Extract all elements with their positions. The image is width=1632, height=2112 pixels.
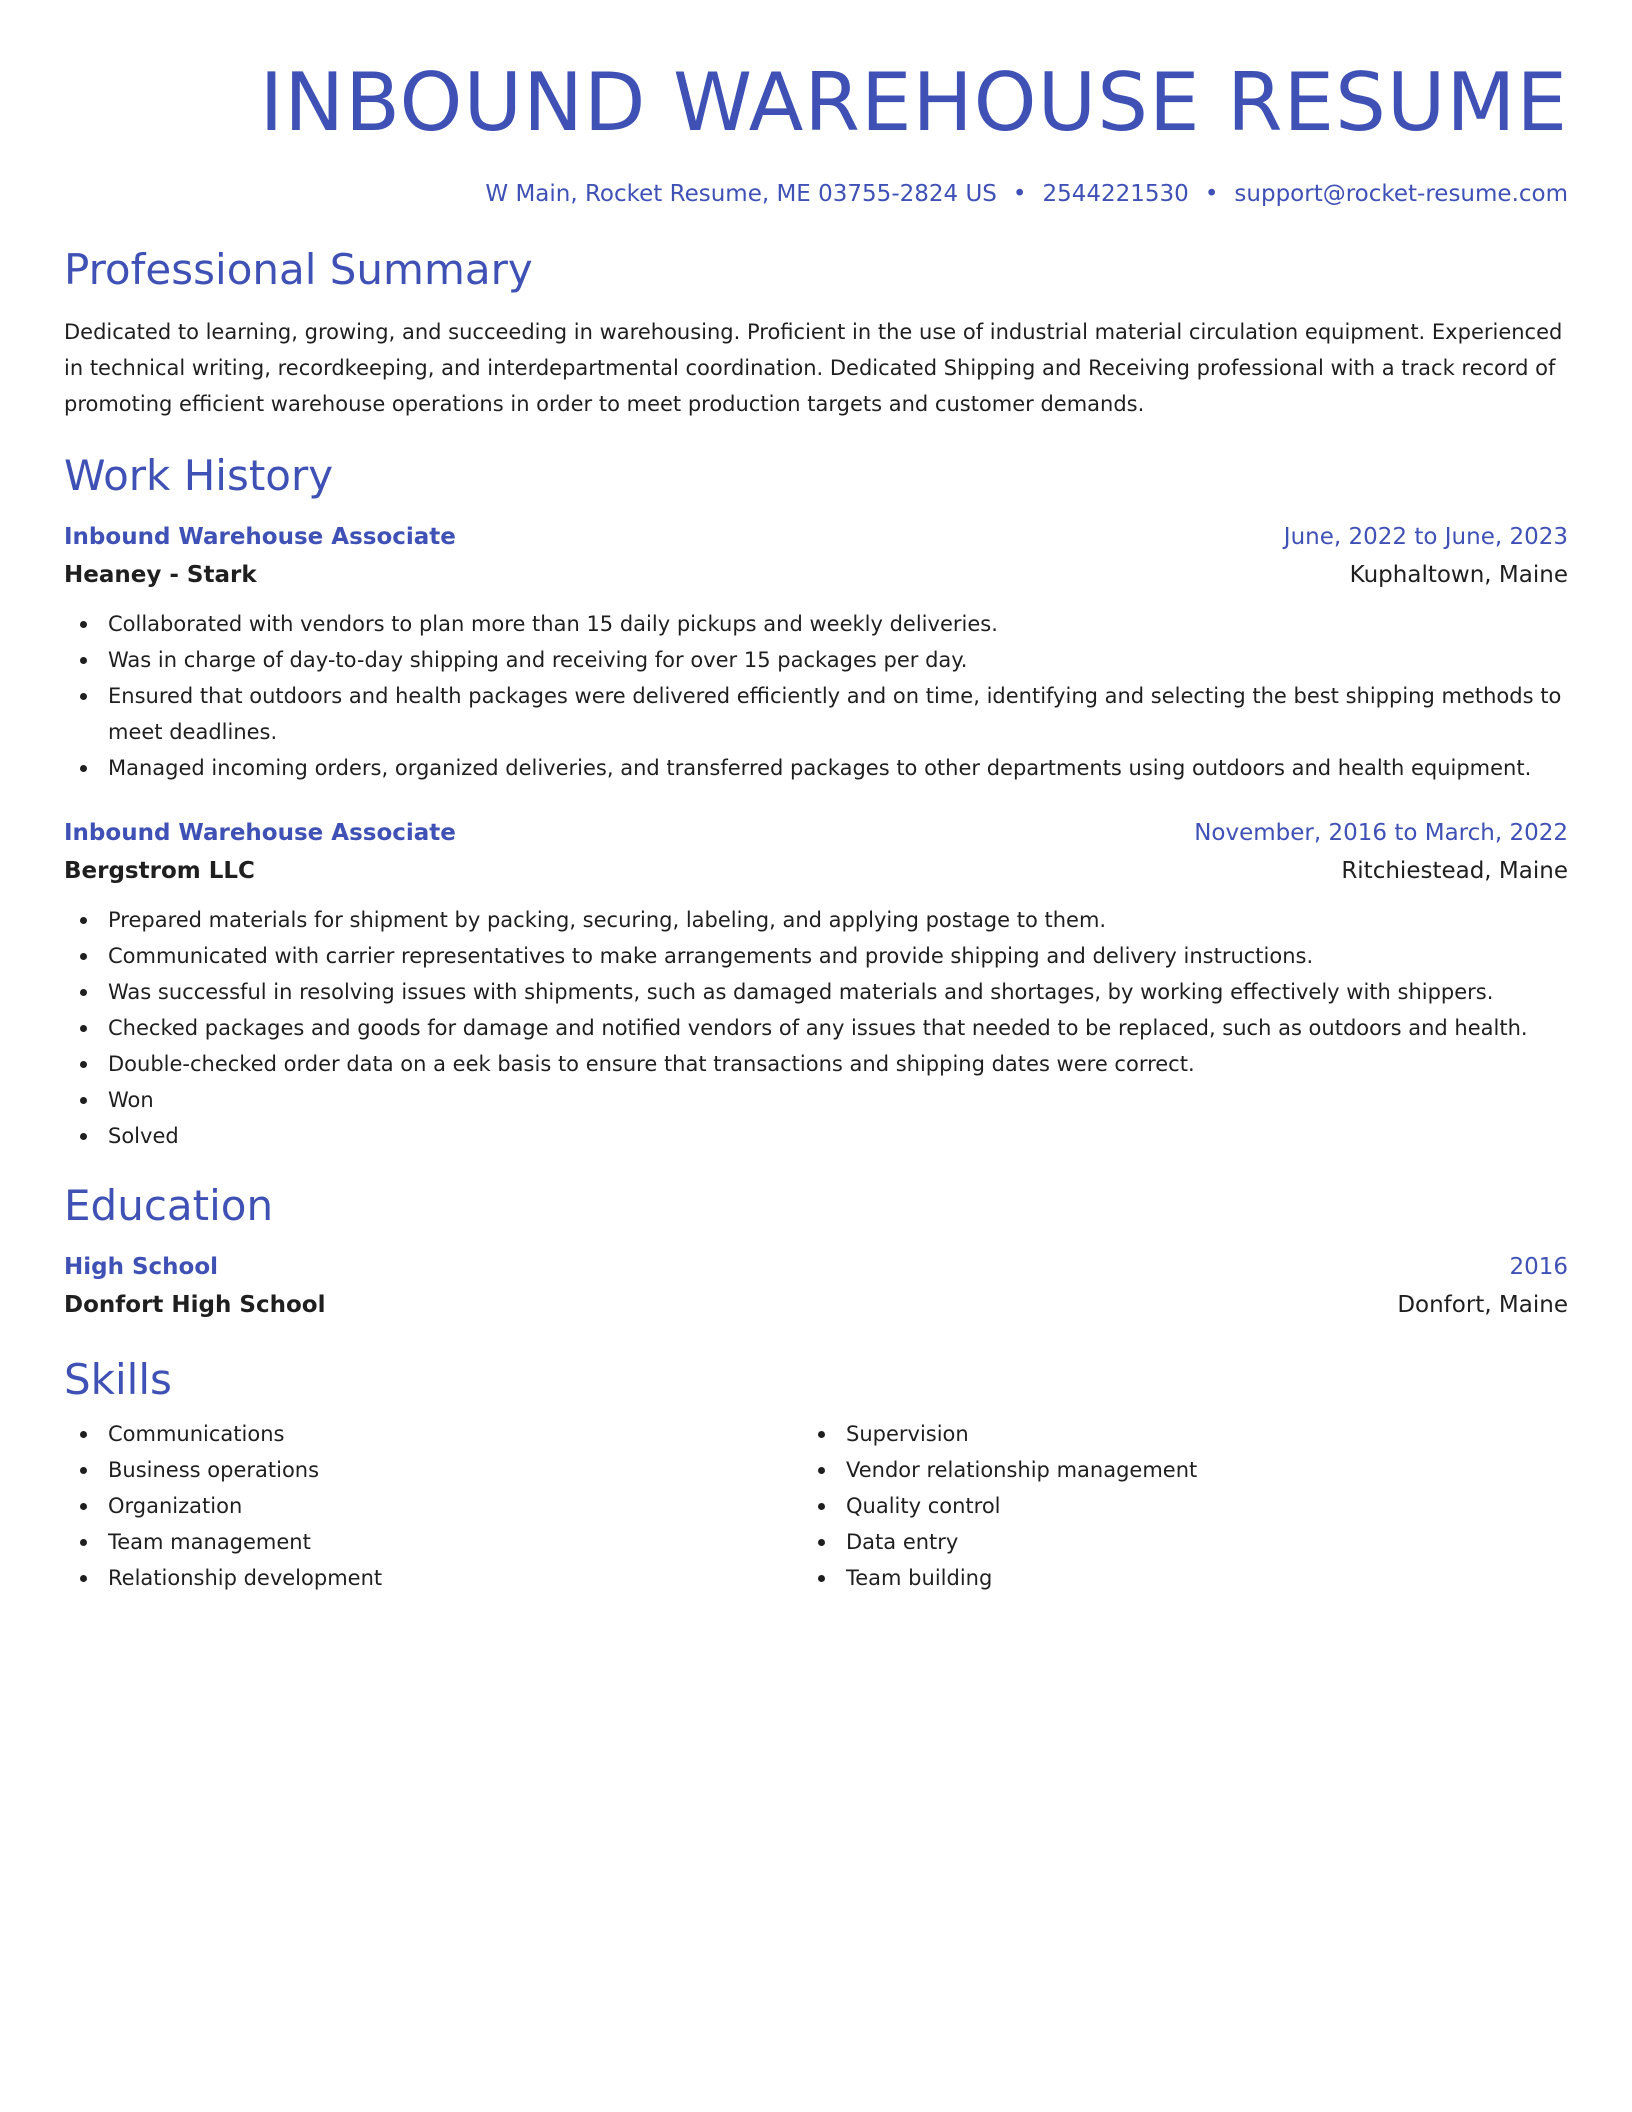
company-name: Heaney - Stark [64,562,257,588]
skill-item: Business operations [64,1452,802,1488]
list-item: Was successful in resolving issues with shipments, such as damaged materials and shortages, by working effectively with shippers. [64,974,1568,1010]
list-item: Won [64,1082,1568,1118]
skills-list [802,1416,1540,1596]
job-dates: November, 2016 to March, 2022 [1194,820,1568,846]
list-item: Ensured that outdoors and health packages were delivered efficiently and on time, identifying and selecting the best shipping methods to meet deadlines. [64,678,1568,750]
skill-item: Team building [802,1560,1540,1596]
education-year: 2016 [1509,1254,1568,1280]
education-entry [64,1248,1568,1324]
skill-item: Communications [64,1416,802,1452]
contact-phone: 2544221530 [1042,181,1189,207]
list-item: Solved [64,1118,1568,1154]
contact-email[interactable]: support@rocket-resume.com [1234,181,1568,207]
work-entry-subheader [64,852,1568,890]
contact-separator: • [1012,181,1027,207]
list-item: Checked packages and goods for damage and notified vendors of any issues that needed to be replaced, such as outdoors and health. [64,1010,1568,1046]
job-title: Inbound Warehouse Associate [64,524,456,550]
company-name: Bergstrom LLC [64,858,255,884]
job-location: Kuphaltown, Maine [1349,562,1568,588]
summary-text: Dedicated to learning, growing, and succeeding in warehousing. Proficient in the use of industrial material circulation equipment. Experienced in technical writing, recordkeeping, and interdepartmental coordination. Dedicated Shipping and Receiving professional with a track record of promoting efficient warehouse operations in order to meet production targets and customer demands. [64,320,1563,416]
work-entry-header [64,518,1568,556]
work-entry [64,814,1568,1154]
education-entry-subheader [64,1286,1568,1324]
section-title-education: Education [64,1181,274,1230]
section-title-summary: Professional Summary [64,245,533,294]
skill-item: Team management [64,1524,802,1560]
job-location: Ritchiestead, Maine [1341,858,1568,884]
skills-list [64,1416,802,1596]
skills-grid [64,1416,1568,1596]
skill-item: Vendor relationship management [802,1452,1540,1488]
education-degree: High School [64,1254,219,1280]
list-item: Prepared materials for shipment by packing, securing, labeling, and applying postage to them. [64,902,1568,938]
resume-title: INBOUND WAREHOUSE RESUME [259,56,1568,149]
list-item: Was in charge of day-to-day shipping and receiving for over 15 packages per day. [64,642,1568,678]
skills-column-left [64,1416,802,1596]
section-title-skills: Skills [64,1355,172,1404]
work-entry-subheader [64,556,1568,594]
skill-item: Supervision [802,1416,1540,1452]
skill-item: Relationship development [64,1560,802,1596]
school-name: Donfort High School [64,1292,326,1318]
skills-column-right [802,1416,1540,1596]
list-item: Communicated with carrier representatives to make arrangements and provide shipping and delivery instructions. [64,938,1568,974]
school-location: Donfort, Maine [1397,1292,1568,1318]
education-entry-header [64,1248,1568,1286]
job-title: Inbound Warehouse Associate [64,820,456,846]
work-entry-header [64,814,1568,852]
contact-separator: • [1204,181,1219,207]
job-bullets [64,902,1568,1154]
skill-item: Quality control [802,1488,1540,1524]
contact-address: W Main, Rocket Resume, ME 03755-2824 US [485,181,997,207]
list-item: Collaborated with vendors to plan more than 15 daily pickups and weekly deliveries. [64,606,1568,642]
list-item: Double-checked order data on a eek basis to ensure that transactions and shipping dates were correct. [64,1046,1568,1082]
section-title-work-history: Work History [64,451,334,500]
list-item: Managed incoming orders, organized deliveries, and transferred packages to other departments using outdoors and health equipment. [64,750,1568,786]
work-entry [64,518,1568,786]
job-bullets [64,606,1568,786]
skill-item: Organization [64,1488,802,1524]
job-dates: June, 2022 to June, 2023 [1283,524,1568,550]
contact-line [64,179,1568,209]
skill-item: Data entry [802,1524,1540,1560]
